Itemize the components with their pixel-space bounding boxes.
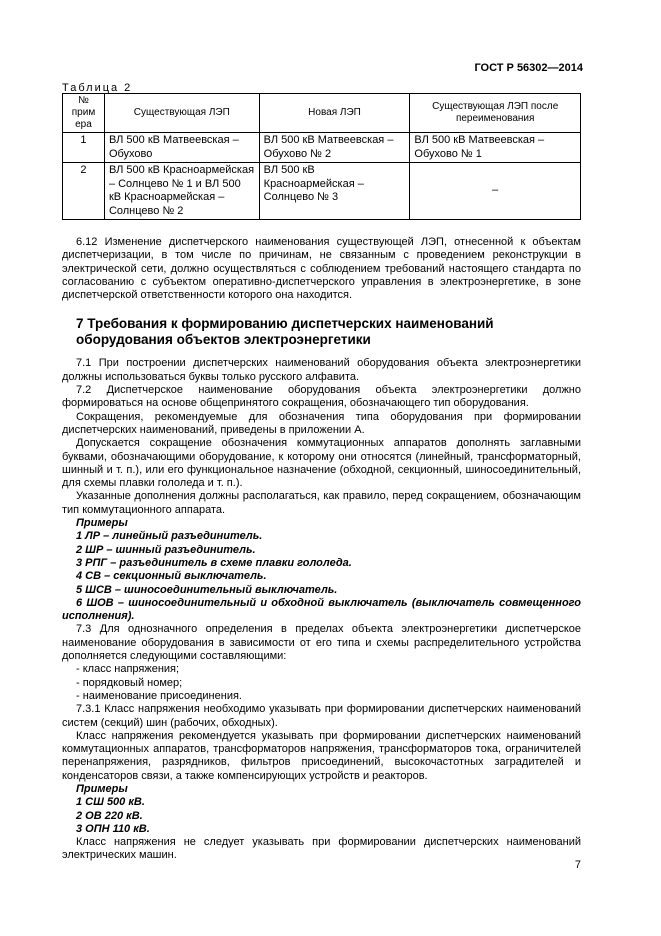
paragraph-7-1: 7.1 При построении диспетчерских наименований оборудования объекта электроэнергетики должны использоваться буквы только русского алфавита. — [62, 357, 581, 383]
paragraph-voltage-class: Класс напряжения рекомендуется указывать при формировании диспетчерских наименований коммутационных аппаратов, трансформаторов напряжения, трансформаторов тока, ограничителей перенапряжения, разрядников, фильтров присоединений, высокочастотных заградителей и конденсаторов связи, а также компенсирующих устройств и реакторов. — [62, 729, 581, 782]
list-item: - класс напряжения; — [76, 663, 180, 676]
table-header-row — [63, 94, 581, 133]
table-row — [63, 163, 581, 220]
document-body — [62, 236, 581, 863]
column-header-number: № прим ера — [63, 94, 105, 133]
paragraph-7-3-1: 7.3.1 Класс напряжения необходимо указывать при формировании диспетчерских наименований систем (секций) шин (рабочих, обходных). — [62, 703, 581, 729]
examples-heading: Примеры — [76, 782, 128, 795]
example-item: 3 РПГ – разъединитель в схеме плавки гололеда. — [76, 556, 352, 569]
paragraph-6-12: 6.12 Изменение диспетчерского наименования существующей ЛЭП, отнесенной к объектам диспетчеризации, в том числе по причинам, не связанным с проведением реконструкции в электрической сети, должно осуществляться с соблюдением требований настоящего стандарта по согласованию с субъектом оперативно-диспетчерского управления в электроэнергетике, в зоне диспетчерской ответственности которого она находится. — [62, 236, 581, 302]
paragraph-additions: Указанные дополнения должны располагаться, как правило, перед сокращением, обозначающим тип коммутационного аппарата. — [62, 490, 581, 516]
paragraph-7-3: 7.3 Для однозначного определения в пределах объекта электроэнергетики диспетчерское наименование оборудования в зависимости от его типа и схемы распределительного устройства дополняется следующими составляющими: — [62, 623, 581, 663]
examples-heading: Примеры — [76, 517, 128, 530]
example-item: 5 ШСВ – шиносоединительный выключатель. — [76, 583, 338, 596]
column-header-renamed: Существующая ЛЭП после переименования — [410, 94, 581, 133]
list-item: - порядковый номер; — [76, 676, 183, 689]
list-item: - наименование присоединения. — [76, 689, 242, 702]
paragraph-7-2: 7.2 Диспетчерское наименование оборудования объекта электроэнергетики должно формироваться на основе общепринятого сокращения, обозначающего тип оборудования. — [62, 384, 581, 410]
renaming-table — [62, 93, 581, 220]
example-item: 1 СШ 500 кВ. — [76, 796, 145, 809]
example-item: 2 ШР – шинный разъединитель. — [76, 543, 256, 556]
table-cell: 2 — [63, 163, 105, 220]
table-cell: ВЛ 500 кВ Красноармейская – Солнцево № 1 и ВЛ 500 кВ Красноармейская – Солнцево № 2 — [104, 163, 259, 220]
paragraph-allowed: Допускается сокращение обозначения коммутационных аппаратов дополнять заглавными буквами, обозначающими оборудование, к которому они относятся (линейный, трансформаторный, шинный и т. п.), или его функциональное назначение (обходной, секционный, шиносоединительный, для схемы плавки гололеда и т. п.). — [62, 437, 581, 490]
table-row — [63, 133, 581, 163]
document-id-header: ГОСТ Р 56302—2014 — [474, 62, 583, 74]
table-cell: ВЛ 500 кВ Матвеевская – Обухово — [104, 133, 259, 163]
table-caption: Таблица 2 — [62, 82, 133, 94]
page-number: 7 — [574, 859, 581, 871]
table-cell: ВЛ 500 кВ Красноармейская – Солнцево № 3 — [259, 163, 410, 220]
example-item: 3 ОПН 110 кВ. — [76, 822, 150, 835]
example-item: 2 ОВ 220 кВ. — [76, 809, 143, 822]
column-header-new: Новая ЛЭП — [259, 94, 410, 133]
paragraph-electric-machines: Класс напряжения не следует указывать при формировании диспетчерских наименований электрических машин. — [62, 836, 581, 862]
example-item: 6 ШОВ – шиносоединительный и обходной выключатель (выключатель совмещенного исполнения). — [62, 596, 581, 623]
table-cell: ВЛ 500 кВ Матвеевская – Обухово № 1 — [410, 133, 581, 163]
table-cell: 1 — [63, 133, 105, 163]
paragraph-abbreviations: Сокращения, рекомендуемые для обозначения типа оборудования при формировании диспетчерских наименований, приведены в приложении А. — [62, 410, 581, 436]
section-title: 7 Требования к формированию диспетчерских наименований оборудования объектов электроэнергетики — [76, 316, 494, 348]
example-item: 1 ЛР – линейный разъединитель. — [76, 530, 263, 543]
table-cell: ВЛ 500 кВ Матвеевская – Обухово № 2 — [259, 133, 410, 163]
example-item: 4 СВ – секционный выключатель. — [76, 570, 267, 583]
column-header-existing: Существующая ЛЭП — [104, 94, 259, 133]
table-cell: – — [410, 163, 581, 220]
